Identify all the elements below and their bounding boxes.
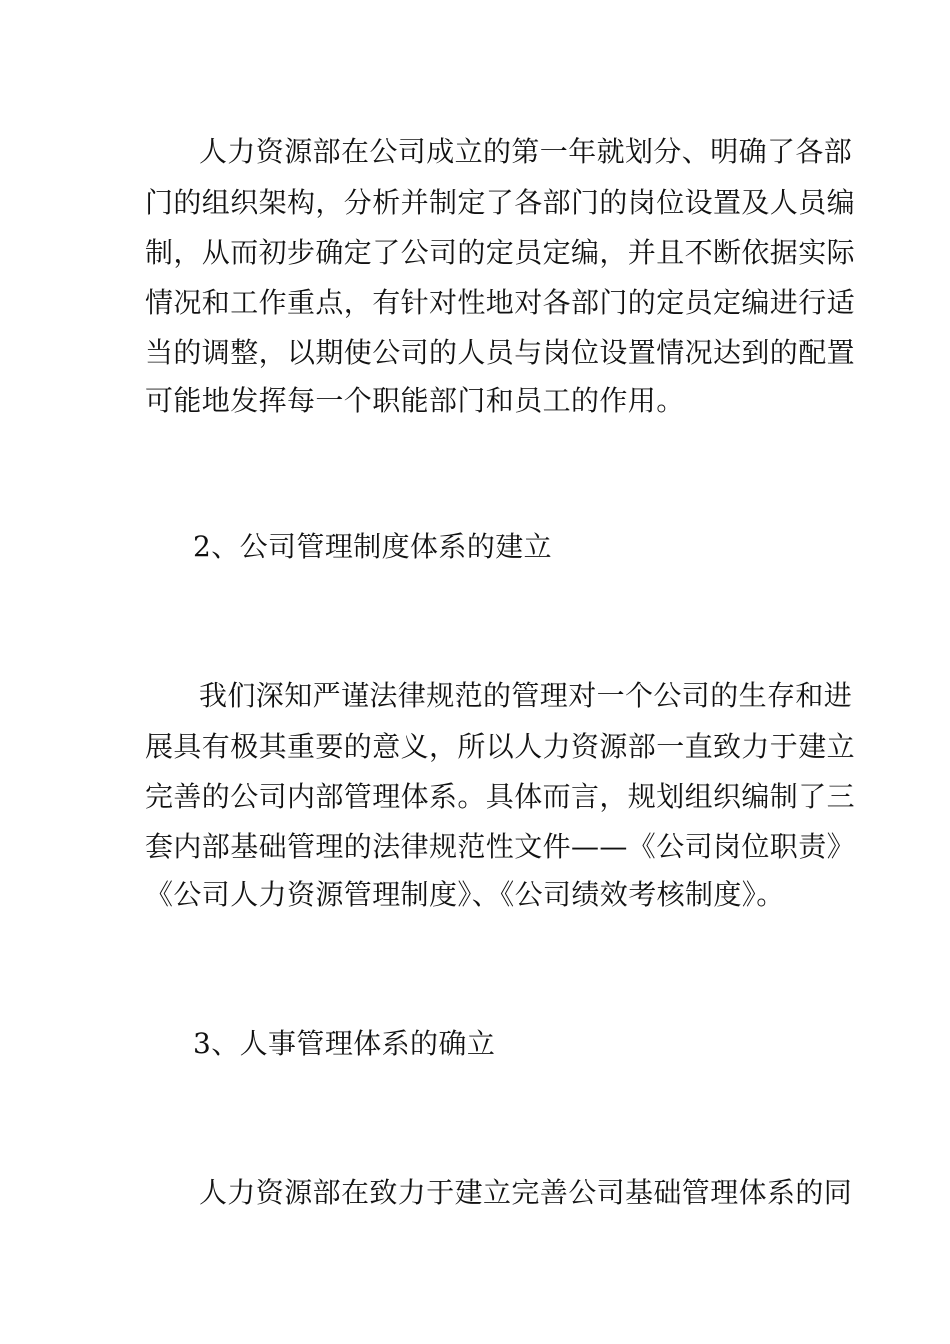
paragraph-1-line-6: 可能地发挥每一个职能部门和员工的作用。	[145, 384, 685, 417]
paragraph-2-line-4: 套内部基础管理的法律规范性文件——《公司岗位职责》	[145, 830, 856, 863]
paragraph-1-line-5: 当的调整，以期使公司的人员与岗位设置情况达到的配置	[145, 336, 856, 369]
paragraph-1-line-1: 人力资源部在公司成立的第一年就划分、明确了各部	[199, 135, 853, 168]
section-heading-3: 3、人事管理体系的确立	[193, 1027, 496, 1060]
paragraph-2-line-5: 《公司人力资源管理制度》、《公司绩效考核制度》。	[145, 878, 785, 911]
paragraph-2-line-2: 展具有极其重要的意义，所以人力资源部一直致力于建立	[145, 730, 856, 763]
paragraph-1-line-4: 情况和工作重点，有针对性地对各部门的定员定编进行适	[145, 286, 856, 319]
paragraph-2-line-1: 我们深知严谨法律规范的管理对一个公司的生存和进	[199, 679, 853, 712]
paragraph-1-line-3: 制，从而初步确定了公司的定员定编，并且不断依据实际	[145, 236, 856, 269]
section-heading-2: 2、公司管理制度体系的建立	[193, 530, 553, 563]
paragraph-3-line-1: 人力资源部在致力于建立完善公司基础管理体系的同	[199, 1176, 853, 1209]
paragraph-1-line-2: 门的组织架构，分析并制定了各部门的岗位设置及人员编	[145, 186, 856, 219]
paragraph-2-line-3: 完善的公司内部管理体系。具体而言，规划组织编制了三	[145, 780, 856, 813]
